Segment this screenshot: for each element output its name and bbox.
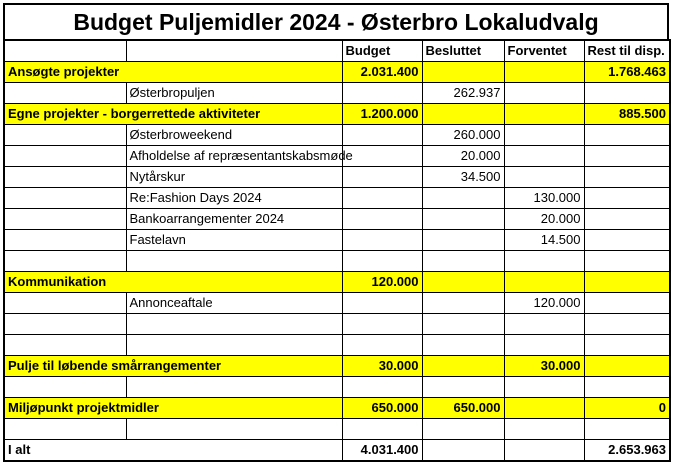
empty-cell — [126, 419, 342, 440]
budget-cell-text: 4.031.400 — [360, 442, 419, 457]
besluttet-cell-text: 260.000 — [453, 127, 501, 142]
item-row — [4, 125, 670, 146]
forventet-cell — [504, 209, 584, 230]
budget-cell — [342, 440, 422, 462]
forventet-cell — [504, 62, 584, 83]
row-label — [4, 62, 126, 83]
empty-cell — [126, 377, 342, 398]
budget-cell-text: 650.000 — [371, 400, 419, 415]
besluttet-cell — [422, 125, 504, 146]
besluttet-cell — [422, 209, 504, 230]
header-budget: Budget — [342, 40, 422, 62]
rest-cell — [584, 104, 670, 125]
row-label — [4, 356, 222, 377]
row-label — [4, 272, 126, 293]
rest-cell — [584, 146, 670, 167]
empty-row — [4, 377, 670, 398]
besluttet-cell — [422, 440, 504, 462]
budget-cell-text: 120.000 — [371, 274, 419, 289]
budget-cell — [342, 293, 422, 314]
forventet-cell — [504, 104, 584, 125]
item-label-text: Re:Fashion Days 2024 — [129, 190, 262, 205]
rest-cell — [584, 356, 670, 377]
rest-cell-text: 0 — [658, 400, 666, 415]
rest-cell — [584, 440, 670, 462]
section-row — [4, 356, 670, 377]
item-label — [126, 146, 353, 167]
rest-cell — [584, 62, 670, 83]
item-label-text: Nytårskur — [129, 169, 186, 184]
budget-cell — [342, 167, 422, 188]
empty-cell — [126, 314, 342, 335]
item-indent — [4, 293, 126, 314]
row-label — [4, 398, 159, 419]
row-label — [4, 440, 126, 462]
empty-cell — [4, 335, 126, 356]
besluttet-cell — [422, 293, 504, 314]
besluttet-cell-text: 34.500 — [460, 169, 501, 184]
rest-cell — [584, 272, 670, 293]
empty-cell — [504, 377, 584, 398]
empty-cell — [584, 335, 670, 356]
empty-cell — [126, 251, 342, 272]
item-row — [4, 83, 670, 104]
item-indent — [4, 83, 126, 104]
item-row — [4, 167, 670, 188]
item-indent — [4, 188, 126, 209]
forventet-cell — [504, 272, 584, 293]
item-label — [126, 125, 342, 146]
rest-cell — [584, 125, 670, 146]
header-blank-cell — [4, 40, 126, 62]
forventet-cell-text: 30.000 — [540, 358, 581, 373]
empty-cell — [584, 377, 670, 398]
item-label — [126, 167, 342, 188]
budget-cell-text: 1.200.000 — [360, 106, 419, 121]
item-label-text: Annonceaftale — [129, 295, 213, 310]
budget-cell — [342, 104, 422, 125]
budget-cell-text: 30.000 — [378, 358, 419, 373]
forventet-cell-text: 130.000 — [533, 190, 581, 205]
item-label — [126, 209, 342, 230]
empty-cell — [504, 419, 584, 440]
forventet-cell — [504, 188, 584, 209]
sheet-title: Budget Puljemidler 2024 - Østerbro Lokaludvalg — [3, 3, 669, 39]
item-indent — [4, 230, 126, 251]
empty-cell — [422, 335, 504, 356]
forventet-cell — [504, 398, 584, 419]
item-label-text: Bankoarrangementer 2024 — [129, 211, 285, 226]
rest-cell — [584, 293, 670, 314]
empty-cell — [342, 314, 422, 335]
budget-cell — [342, 209, 422, 230]
item-row — [4, 188, 670, 209]
row-label-text: Kommunikation — [8, 274, 107, 289]
budget-cell-text: 2.031.400 — [360, 64, 419, 79]
forventet-cell — [504, 230, 584, 251]
row-label-text: Egne projekter - borgerrettede aktiviteter — [8, 106, 261, 121]
besluttet-cell-text: 20.000 — [460, 148, 501, 163]
empty-cell — [422, 314, 504, 335]
budget-cell — [342, 83, 422, 104]
row-label-text: Pulje til løbende smårrangementer — [8, 358, 222, 373]
budget-table — [3, 39, 671, 462]
row-label-text: Miljøpunkt projektmidler — [8, 400, 159, 415]
empty-cell — [342, 377, 422, 398]
header-blank-cell — [126, 40, 342, 62]
empty-row — [4, 314, 670, 335]
item-indent — [4, 125, 126, 146]
total-row — [4, 440, 670, 462]
row-label-cont — [126, 62, 342, 83]
besluttet-cell — [422, 398, 504, 419]
budget-cell — [342, 146, 422, 167]
header-besluttet: Besluttet — [422, 40, 504, 62]
forventet-cell — [504, 440, 584, 462]
besluttet-cell-text: 262.937 — [453, 85, 501, 100]
besluttet-cell — [422, 188, 504, 209]
empty-cell — [4, 314, 126, 335]
forventet-cell — [504, 83, 584, 104]
forventet-cell — [504, 356, 584, 377]
header-forventet: Forventet — [504, 40, 584, 62]
besluttet-cell — [422, 167, 504, 188]
forventet-cell — [504, 293, 584, 314]
empty-cell — [422, 377, 504, 398]
forventet-cell-text: 120.000 — [533, 295, 581, 310]
rest-cell-text: 2.653.963 — [608, 442, 666, 457]
item-row — [4, 230, 670, 251]
row-label-text: Ansøgte projekter — [8, 64, 120, 79]
budget-cell — [342, 398, 422, 419]
item-indent — [4, 167, 126, 188]
rest-cell — [584, 209, 670, 230]
besluttet-cell — [422, 230, 504, 251]
empty-cell — [4, 377, 126, 398]
empty-row — [4, 335, 670, 356]
besluttet-cell — [422, 104, 504, 125]
section-row — [4, 398, 670, 419]
forventet-cell — [504, 125, 584, 146]
rest-cell — [584, 398, 670, 419]
empty-cell — [342, 419, 422, 440]
empty-cell — [504, 251, 584, 272]
row-label-cont — [126, 272, 342, 293]
header-row — [4, 40, 670, 62]
item-label — [126, 293, 342, 314]
item-row — [4, 293, 670, 314]
header-rest: Rest til disp. — [584, 40, 670, 62]
besluttet-cell-text: 650.000 — [453, 400, 501, 415]
row-label-cont — [126, 440, 342, 462]
budget-cell — [342, 188, 422, 209]
item-label-text: Østerbropuljen — [129, 85, 215, 100]
row-label — [4, 104, 261, 125]
item-label — [126, 83, 342, 104]
besluttet-cell — [422, 83, 504, 104]
item-indent — [4, 146, 126, 167]
besluttet-cell — [422, 146, 504, 167]
rest-cell — [584, 167, 670, 188]
budget-cell — [342, 125, 422, 146]
rest-cell — [584, 188, 670, 209]
empty-row — [4, 419, 670, 440]
empty-cell — [342, 335, 422, 356]
empty-cell — [584, 314, 670, 335]
rest-cell — [584, 83, 670, 104]
forventet-cell — [504, 146, 584, 167]
section-row — [4, 62, 670, 83]
empty-row — [4, 251, 670, 272]
empty-cell — [504, 314, 584, 335]
item-label — [126, 230, 342, 251]
forventet-cell — [504, 167, 584, 188]
item-label-text: Fastelavn — [129, 232, 186, 247]
item-label — [126, 188, 342, 209]
item-row — [4, 146, 670, 167]
section-row — [4, 272, 670, 293]
empty-cell — [4, 251, 126, 272]
empty-cell — [126, 335, 342, 356]
rest-cell-text: 1.768.463 — [608, 64, 666, 79]
item-row — [4, 209, 670, 230]
rest-cell — [584, 230, 670, 251]
item-label-text: Afholdelse af repræsentantskabsmøde — [129, 148, 353, 163]
budget-cell — [342, 356, 422, 377]
section-row — [4, 104, 670, 125]
empty-cell — [4, 419, 126, 440]
empty-cell — [422, 419, 504, 440]
empty-cell — [584, 251, 670, 272]
row-label-text: I alt — [8, 442, 31, 457]
forventet-cell-text: 20.000 — [540, 211, 581, 226]
empty-cell — [422, 251, 504, 272]
forventet-cell-text: 14.500 — [540, 232, 581, 247]
rest-cell-text: 885.500 — [619, 106, 666, 121]
besluttet-cell — [422, 356, 504, 377]
besluttet-cell — [422, 272, 504, 293]
budget-cell — [342, 272, 422, 293]
besluttet-cell — [422, 62, 504, 83]
empty-cell — [504, 335, 584, 356]
empty-cell — [584, 419, 670, 440]
empty-cell — [342, 251, 422, 272]
item-label-text: Østerbroweekend — [129, 127, 233, 142]
budget-cell — [342, 62, 422, 83]
budget-cell — [342, 230, 422, 251]
item-indent — [4, 209, 126, 230]
